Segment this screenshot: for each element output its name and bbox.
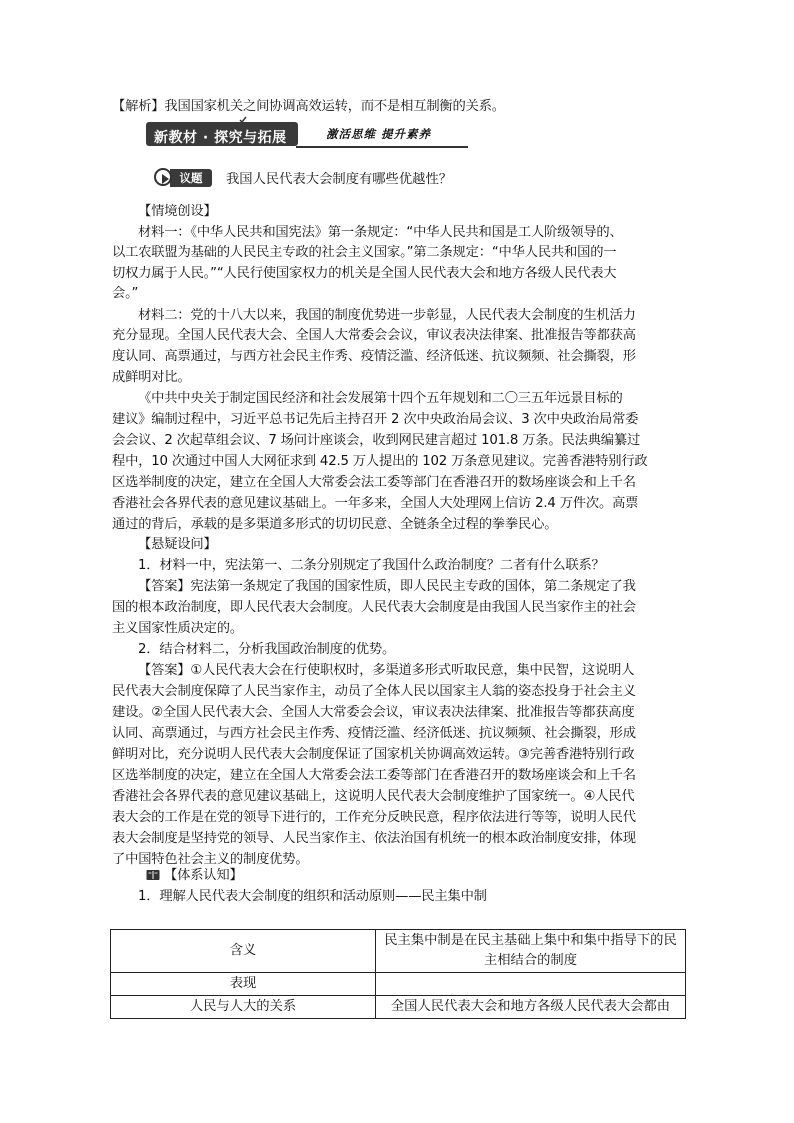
table-cell: 民主集中制是在民主基础上集中和集中指导下的民主相结合的制度 xyxy=(376,930,686,973)
knowledge-table xyxy=(110,929,686,1019)
paragraph-line: 材料一：《中华人民共和国宪法》第一条规定：“中华人民共和国是工人阶级领导的、 xyxy=(138,225,623,240)
table-cell: 人民与人大的关系 xyxy=(111,996,376,1019)
check-mark-icon xyxy=(239,116,247,124)
table-cell: 表现 xyxy=(111,973,376,996)
table-row xyxy=(111,930,686,973)
answer-line: 国的根本政治制度，即人民代表大会制度。人民代表大会制度是由我国人民当家作主的社会 xyxy=(112,600,636,615)
paragraph-line: 以工农联盟为基础的人民民主专政的社会主义国家。”第二条规定：“中华人民共和国的一 xyxy=(112,245,617,260)
paragraph-line: 切权力属于人民。”“人民行使国家权力的机关是全国人民代表大会和地方各级人民代表大 xyxy=(112,266,617,281)
answer-line: 香港社会各界代表的意见建议基础上，这说明人民代表大会制度维护了国家统一。④人民代 xyxy=(112,789,635,804)
answer-line: 主义国家性质决定的。 xyxy=(112,621,243,636)
section-heading: 【悬疑设问】 xyxy=(138,537,217,552)
paragraph-line: 《中共中央关于制定国民经济和社会发展第十四个五年规划和二〇三五年远景目标的 xyxy=(138,391,623,406)
banner-title: 新教材 · 探究与拓展 xyxy=(154,130,287,146)
answer-line: 【答案】宪法第一条规定了我国的国家性质，即人民民主专政的国体，第二条规定了我 xyxy=(138,579,636,594)
table-cell: 全国人民代表大会和地方各级人民代表大会都由 xyxy=(376,996,686,1019)
answer-line: 表大会制度是坚持党的领导、人民当家作主、依法治国有机统一的根本政治制度安排，体现 xyxy=(112,831,636,846)
topic-badge-label: 议题 xyxy=(170,169,212,187)
table-row xyxy=(111,973,686,996)
paragraph-line: 会会议、2 次起草组会议、7 场问计座谈会，收到网民建言超过 101.8 万条。民法典编纂过 xyxy=(112,433,641,448)
paragraph-line: 会。” xyxy=(112,286,139,301)
question-line: 1．材料一中，宪法第一、二条分别规定了我国什么政治制度？二者有什么联系？ xyxy=(138,558,605,573)
play-icon xyxy=(162,174,169,184)
section-heading: 【体系认知】 xyxy=(164,868,243,883)
paragraph-line: 通过的背后，承载的是多渠道多形式的切切民意、全链条全过程的拳拳民心。 xyxy=(112,517,558,532)
topic-question: 我国人民代表大会制度有哪些优越性？ xyxy=(226,172,453,187)
analysis-paragraph: 【解析】我国国家机关之间协调高效运转，而不是相互制衡的关系。 xyxy=(112,99,505,114)
banner-subtitle: 激活思维 提升素养 xyxy=(326,127,432,141)
paragraph-line: 成鲜明对比。 xyxy=(112,370,191,385)
answer-line: 了中国特色社会主义的制度优势。 xyxy=(112,852,309,867)
table-row xyxy=(111,996,686,1019)
topic-badge xyxy=(154,168,212,188)
question-line: 2．结合材料二，分析我国政治制度的优势。 xyxy=(138,642,396,657)
banner-title-box xyxy=(146,122,298,146)
paragraph-line: 充分显现。全国人民代表大会、全国人大常委会会议，审议表决法律案、批准报告等都获高 xyxy=(112,328,636,343)
book-icon xyxy=(146,869,160,881)
paragraph-line: 区选举制度的决定，建立在全国人大常委会法工委等部门在香港召开的数场座谈会和上千名 xyxy=(112,475,636,490)
paragraph-line: 度认同、高票通过，与西方社会民主作秀、疫情泛滥、经济低迷、抗议频频、社会撕裂，形 xyxy=(112,349,636,364)
answer-line: 表大会的工作是在党的领导下进行的，工作充分反映民意，程序依法进行等等，说明人民代 xyxy=(112,810,636,825)
section-banner xyxy=(146,120,468,148)
paragraph-line: 程中，10 次通过中国人大网征求到 42.5 万人提出的 102 万条意见建议。完善香港特别行政 xyxy=(112,454,648,469)
paragraph-line: 建议》编制过程中，习近平总书记先后主持召开 2 次中央政治局会议、3 次中央政治局常委 xyxy=(112,412,639,427)
answer-line: 民代表大会制度保障了人民当家作主，动员了全体人民以国家主人翁的姿态投身于社会主义 xyxy=(112,684,636,699)
banner-underline xyxy=(296,146,468,148)
paragraph-line: 香港社会各界代表的意见建议基础上。一年多来，全国人大处理网上信访 2.4 万件次。高票 xyxy=(112,496,639,511)
paragraph-line: 材料二：党的十八大以来，我国的制度优势进一步彰显，人民代表大会制度的生机活力 xyxy=(138,308,636,323)
table-cell xyxy=(376,973,686,996)
answer-line: 鲜明对比，充分说明人民代表大会制度保证了国家机关协调高效运转。③完善香港特别行政 xyxy=(112,747,635,762)
answer-line: 区选举制度的决定，建立在全国人大常委会法工委等部门在香港召开的数场座谈会和上千名 xyxy=(112,768,636,783)
section-heading: 【情境创设】 xyxy=(138,204,217,219)
answer-line: 【答案】①人民代表大会在行使职权时，多渠道多形式听取民意，集中民智，这说明人 xyxy=(138,663,635,678)
table-cell: 含义 xyxy=(111,930,376,973)
answer-line: 认同、高票通过，与西方社会民主作秀、疫情泛滥、经济低迷、抗议频频、社会撕裂，形成 xyxy=(112,726,636,741)
answer-line: 建设。②全国人民代表大会、全国人大常委会会议，审议表决法律案、批准报告等都获高度 xyxy=(112,705,635,720)
play-circle-icon xyxy=(154,168,172,186)
paragraph-line: 1．理解人民代表大会制度的组织和活动原则——民主集中制 xyxy=(138,889,487,904)
